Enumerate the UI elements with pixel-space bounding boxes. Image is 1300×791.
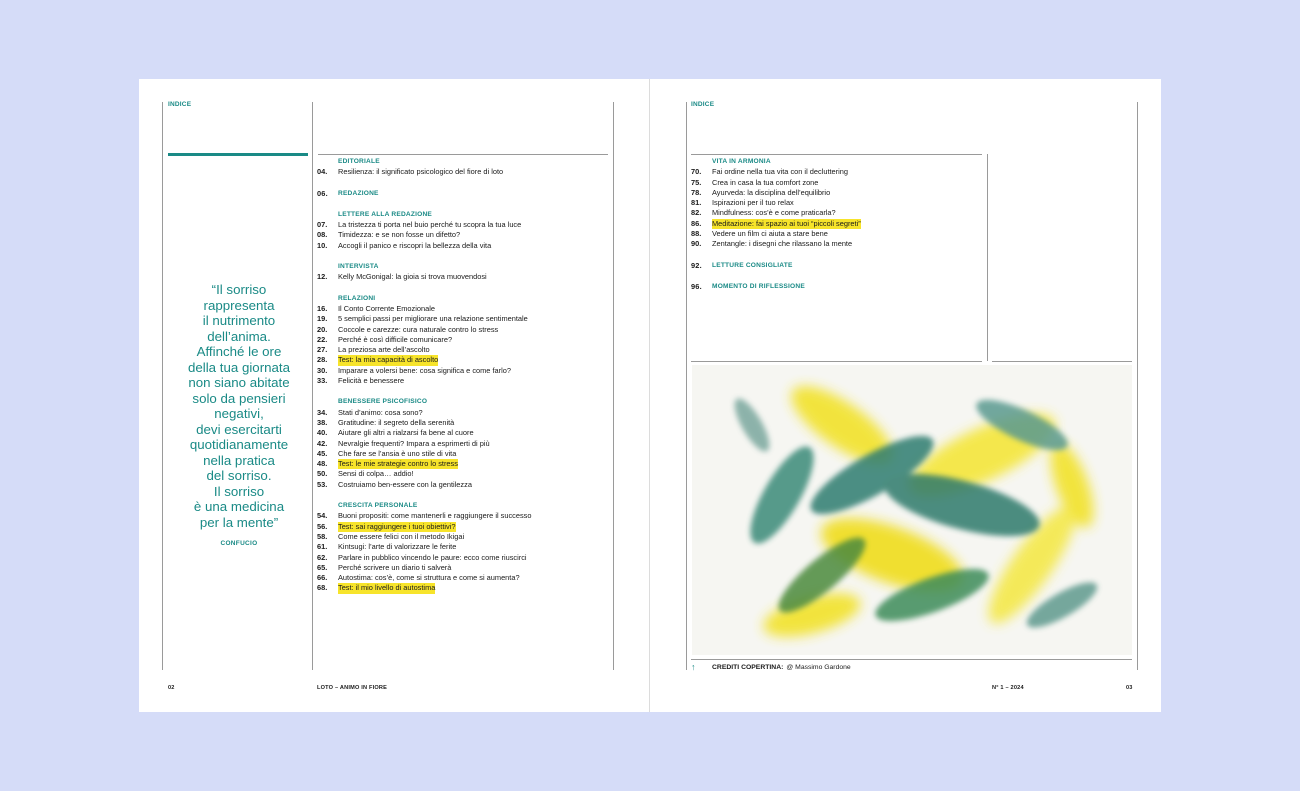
- toc-top-rule: [318, 154, 608, 155]
- credits-rule: [691, 659, 1132, 660]
- toc-page-number: 92.: [691, 260, 702, 270]
- toc-page-number: 54.: [317, 511, 328, 521]
- toc-entry-title: Timidezza: e se non fosse un difetto?: [338, 230, 461, 240]
- toc-section-title: RELAZIONI: [338, 294, 376, 302]
- credits-value: @ Massimo Gardone: [786, 663, 851, 671]
- toc-entry: [317, 241, 613, 251]
- toc-entry-title: Perché scrivere un diario ti salverà: [338, 562, 452, 572]
- toc-section-title: INTERVISTA: [338, 263, 379, 271]
- toc-section-title: LETTERE ALLA REDAZIONE: [338, 210, 433, 218]
- toc-top-rule: [691, 154, 982, 155]
- arrow-up-icon: ↑: [691, 662, 696, 672]
- toc-page-number: 70.: [691, 167, 702, 177]
- toc-entry-title: Crea in casa la tua comfort zone: [712, 177, 819, 187]
- toc-page-number: 42.: [317, 438, 328, 448]
- toc-entry: [317, 459, 613, 469]
- toc-entry: [317, 355, 613, 365]
- toc-entry: [317, 408, 613, 418]
- toc-section: [317, 210, 613, 251]
- section-label: INDICE: [168, 101, 192, 108]
- toc-section: [317, 262, 613, 283]
- toc-entry: [317, 532, 613, 542]
- cover-artwork: [692, 365, 1132, 655]
- quote-author: CONFUCIO: [220, 540, 258, 547]
- toc-page-number: 86.: [691, 218, 702, 228]
- toc-page-number: 90.: [691, 239, 702, 249]
- section-label: INDICE: [691, 101, 715, 108]
- toc-entry: [317, 325, 613, 335]
- toc-entry-title: Nevralgie frequenti? Impara a esprimerti di più: [338, 438, 490, 448]
- toc-entry: [317, 449, 613, 459]
- toc-page-number: 68.: [317, 583, 328, 593]
- toc-entry: [317, 304, 613, 314]
- toc-entry: [317, 511, 613, 521]
- toc-entry: [317, 542, 613, 552]
- toc-entry-title: Kelly McGonigal: la gioia si trova muovendosi: [338, 272, 487, 282]
- toc-entry: [691, 188, 987, 198]
- toc-page-number: 28.: [317, 355, 328, 365]
- toc-page-number: 58.: [317, 531, 328, 541]
- side-bottom-rule: [992, 361, 1132, 362]
- toc-section-title: BENESSERE PSICOFISICO: [338, 398, 428, 406]
- toc-page-number: 34.: [317, 407, 328, 417]
- toc-entry: [317, 272, 613, 282]
- left-page: [139, 79, 649, 712]
- toc-entry: [317, 230, 613, 240]
- toc-entry: [691, 229, 987, 239]
- toc-entry: [317, 469, 613, 479]
- toc-section: [317, 501, 613, 594]
- toc-entry-title: Costruiamo ben-essere con la gentilezza: [338, 479, 472, 489]
- toc-entry-title: Ayurveda: la disciplina dell’equilibrio: [712, 187, 831, 197]
- toc-entry-highlighted: Test: le mie strategie contro lo stress: [338, 459, 458, 469]
- toc-section: [317, 157, 613, 178]
- toc-page-number: 48.: [317, 459, 328, 469]
- toc-page-number: 04.: [317, 167, 328, 177]
- page-number: 02: [168, 685, 175, 691]
- toc-page-number: 53.: [317, 479, 328, 489]
- toc-page-number: 06.: [317, 188, 328, 198]
- toc-entry-title: La tristezza ti porta nel buio perché tu scopra la tua luce: [338, 220, 522, 230]
- toc-entry: [691, 208, 987, 218]
- credits-label: CREDITI COPERTINA:: [712, 663, 784, 671]
- toc-section-title: VITA IN ARMONIA: [712, 158, 771, 165]
- toc-section: [317, 189, 613, 199]
- toc-section: [317, 397, 613, 490]
- toc-page-number: 56.: [317, 521, 328, 531]
- toc-entry: [691, 178, 987, 188]
- toc-entry: [317, 167, 613, 177]
- toc-section-title: EDITORIALE: [338, 158, 380, 165]
- table-of-contents: [317, 157, 613, 605]
- table-of-contents: [691, 157, 987, 303]
- toc-entry: [691, 219, 987, 229]
- toc-entry-highlighted: Test: il mio livello di autostima: [338, 583, 436, 593]
- toc-page-number: 65.: [317, 562, 328, 572]
- toc-entry: [317, 439, 613, 449]
- column-rule: [312, 102, 313, 670]
- toc-entry: [317, 314, 613, 324]
- toc-entry-title: Mindfulness: cos’è e come praticarla?: [712, 208, 836, 218]
- toc-section-label: REDAZIONE: [338, 189, 379, 197]
- toc-page-number: 50.: [317, 469, 328, 479]
- toc-page-number: 40.: [317, 428, 328, 438]
- toc-section-title: [691, 261, 987, 271]
- toc-entry-title: Sensi di colpa… addio!: [338, 469, 414, 479]
- toc-entry: [317, 583, 613, 593]
- toc-page-number: 27.: [317, 345, 328, 355]
- quote-text: “Il sorriso rappresenta il nutrimento dell’anima. Affinché le ore della tua giornata non siano abitate solo da pensieri negativi, devi esercitarti quotidianamente nella pratica del sorriso. Il sorriso è una medicina per la mente”: [187, 282, 291, 530]
- toc-entry: [317, 335, 613, 345]
- toc-entry-title: Accogli il panico e riscopri la bellezza della vita: [338, 240, 492, 250]
- toc-page-number: 22.: [317, 334, 328, 344]
- toc-entry-title: Kintsugi: l’arte di valorizzare le ferite: [338, 542, 457, 552]
- toc-entry: [317, 563, 613, 573]
- left-margin-rule: [162, 102, 163, 670]
- page-number: 03: [1126, 685, 1133, 691]
- toc-bottom-rule: [691, 361, 982, 362]
- toc-section-title: [317, 189, 613, 199]
- toc-entry-title: Coccole e carezze: cura naturale contro lo stress: [338, 324, 499, 334]
- toc-entry-title: Il Conto Corrente Emozionale: [338, 303, 435, 313]
- toc-page-number: 12.: [317, 272, 328, 282]
- toc-entry-title: Perché è così difficile comunicare?: [338, 334, 453, 344]
- right-page: [650, 79, 1161, 712]
- toc-entry: [317, 553, 613, 563]
- quote-block: [169, 282, 309, 552]
- toc-entry-title: Imparare a volersi bene: cosa significa e come farlo?: [338, 365, 511, 375]
- toc-entry-title: Ispirazioni per il tuo relax: [712, 198, 794, 208]
- toc-entry-title: Fai ordine nella tua vita con il decluttering: [712, 167, 848, 177]
- accent-bar: [168, 153, 308, 156]
- toc-entry: [317, 376, 613, 386]
- toc-entry-title: Parlare in pubblico vincendo le paure: ecco come riuscirci: [338, 552, 527, 562]
- toc-entry: [317, 366, 613, 376]
- toc-entry-highlighted: Meditazione: fai spazio ai tuoi “piccoli segreti”: [712, 218, 861, 228]
- toc-page-number: 19.: [317, 314, 328, 324]
- toc-entry: [317, 522, 613, 532]
- cover-credits: [691, 662, 851, 672]
- toc-entry: [317, 480, 613, 490]
- toc-entry-highlighted: Test: sai raggiungere i tuoi obiettivi?: [338, 521, 456, 531]
- toc-entry: [317, 573, 613, 583]
- leaf-illustration: [692, 365, 1132, 655]
- toc-section: [691, 261, 987, 271]
- toc-entry-title: Buoni propositi: come mantenerli e raggiungere il successo: [338, 511, 532, 521]
- right-margin-rule: [1137, 102, 1138, 670]
- toc-entry: [691, 239, 987, 249]
- toc-section-label: MOMENTO DI RIFLESSIONE: [712, 282, 805, 290]
- toc-page-number: 78.: [691, 187, 702, 197]
- toc-entry-title: Come essere felici con il metodo Ikigai: [338, 531, 465, 541]
- toc-entry: [691, 167, 987, 177]
- toc-section-title: [691, 282, 987, 292]
- toc-page-number: 16.: [317, 303, 328, 313]
- toc-entry-title: Felicità e benessere: [338, 376, 405, 386]
- toc-entry-title: Vedere un film ci aiuta a stare bene: [712, 229, 828, 239]
- toc-page-number: 62.: [317, 552, 328, 562]
- toc-entry: [691, 198, 987, 208]
- toc-entry-highlighted: Test: la mia capacità di ascolto: [338, 355, 439, 365]
- toc-page-number: 96.: [691, 281, 702, 291]
- toc-page-number: 61.: [317, 542, 328, 552]
- toc-section: [691, 282, 987, 292]
- column-rule: [987, 154, 988, 361]
- left-margin-rule: [686, 102, 687, 670]
- toc-entry: [317, 345, 613, 355]
- toc-entry-title: Che fare se l’ansia è uno stile di vita: [338, 448, 457, 458]
- toc-page-number: 20.: [317, 324, 328, 334]
- toc-page-number: 07.: [317, 220, 328, 230]
- toc-page-number: 30.: [317, 365, 328, 375]
- toc-page-number: 88.: [691, 229, 702, 239]
- issue-number: N° 1 – 2024: [992, 685, 1024, 691]
- toc-page-number: 10.: [317, 240, 328, 250]
- toc-entry: [317, 220, 613, 230]
- toc-section-label: LETTURE CONSIGLIATE: [712, 261, 793, 269]
- toc-page-number: 45.: [317, 448, 328, 458]
- toc-section-title: CRESCITA PERSONALE: [338, 502, 418, 510]
- running-title: LOTO – ANIMO IN FIORE: [317, 685, 388, 691]
- toc-entry-title: Aiutare gli altri a rialzarsi fa bene al cuore: [338, 428, 474, 438]
- toc-page-number: 08.: [317, 230, 328, 240]
- toc-entry-title: Resilienza: il significato psicologico del fiore di loto: [338, 167, 504, 177]
- toc-entry-title: La preziosa arte dell’ascolto: [338, 345, 430, 355]
- toc-entry-title: 5 semplici passi per migliorare una relazione sentimentale: [338, 314, 528, 324]
- toc-section: [691, 157, 987, 250]
- toc-entry-title: Zentangle: i disegni che rilassano la mente: [712, 239, 853, 249]
- toc-entry-title: Gratitudine: il segreto della serenità: [338, 417, 455, 427]
- toc-page-number: 82.: [691, 208, 702, 218]
- toc-entry: [317, 418, 613, 428]
- toc-page-number: 81.: [691, 198, 702, 208]
- toc-entry: [317, 428, 613, 438]
- toc-page-number: 66.: [317, 573, 328, 583]
- toc-page-number: 33.: [317, 376, 328, 386]
- toc-page-number: 38.: [317, 417, 328, 427]
- toc-entry-title: Stati d’animo: cosa sono?: [338, 407, 423, 417]
- toc-section: [317, 294, 613, 387]
- toc-entry-title: Autostima: cos’è, come si struttura e come si aumenta?: [338, 573, 520, 583]
- toc-page-number: 75.: [691, 177, 702, 187]
- right-margin-rule: [613, 102, 614, 670]
